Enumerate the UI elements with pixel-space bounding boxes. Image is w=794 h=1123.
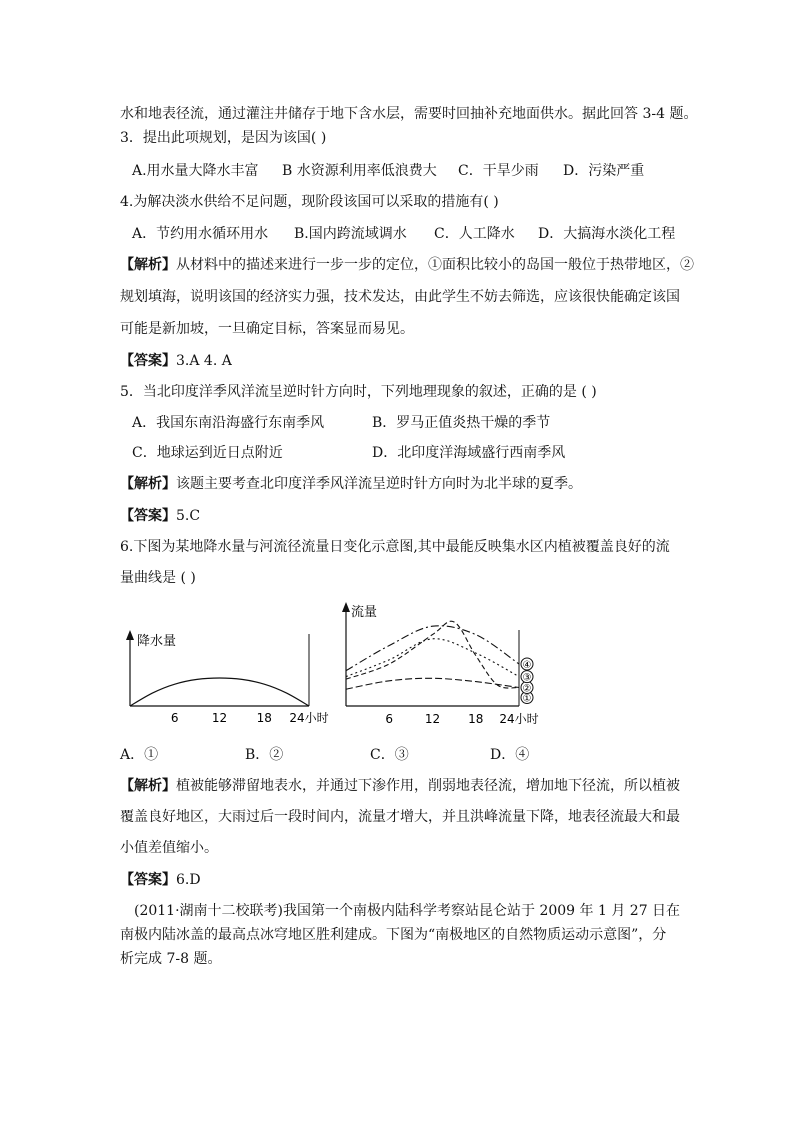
question-4-stem: 4.为解决淡水供给不足问题，现阶段该国可以采取的措施有( ): [120, 194, 499, 210]
answer-text: 5.C: [176, 508, 201, 524]
runoff-series-line: [346, 678, 519, 689]
runoff-chart: [338, 600, 560, 732]
x-tick-label: 6: [170, 711, 179, 725]
x-tick-label: 12: [211, 711, 228, 725]
analysis-tag: 【解析】: [120, 778, 176, 794]
q3-option-c: C．干旱少雨: [458, 163, 539, 179]
question-5-stem: 5．当北印度洋季风洋流呈逆时针方向时，下列地理现象的叙述，正确的是 ( ): [120, 384, 597, 400]
precip-curve: [130, 678, 309, 706]
answer-2: [120, 507, 200, 525]
series-label: ②: [522, 683, 532, 695]
q4-option-c: C．人工降水: [434, 226, 515, 242]
precip-y-arrow: [126, 630, 134, 640]
q5-option-d: D．北印度洋海域盛行西南季风: [372, 445, 566, 461]
analysis-3-line-2: 覆盖良好地区，大雨过后一段时间内，流量才增大，并且洪峰流量下降，地表径流最大和最: [120, 809, 680, 825]
answer-3: [120, 871, 201, 889]
analysis-1-line-2: 规划填海，说明该国的经济实力强，技术发达，由此学生不妨去筛选，应该很快能确定该国: [120, 289, 680, 305]
analysis-text: 该题主要考查北印度洋季风洋流呈逆时针方向时为北半球的夏季。: [176, 476, 582, 492]
analysis-3-line-1: [120, 777, 680, 795]
q6-option-c: C．③: [370, 747, 409, 763]
series-label: ③: [522, 672, 532, 684]
runoff-series-line: [346, 621, 519, 688]
runoff-y-arrow: [342, 602, 350, 612]
q3-option-a: A.用水量大降水丰富: [132, 163, 259, 179]
x-tick-label: 6: [385, 712, 394, 726]
analysis-1-line-3: 可能是新加坡，一旦确定目标，答案显而易见。: [120, 321, 414, 337]
question-7-8-intro-line-2: 南极内陆冰盖的最高点冰穹地区胜利建成。下图为“南极地区的自然物质运动示意图”，分: [120, 927, 667, 943]
question-7-8-intro-line-3: 析完成 7-8 题。: [120, 951, 222, 967]
precipitation-chart: [120, 628, 350, 728]
x-tick-label: 18: [468, 712, 484, 726]
q5-option-a: A．我国东南沿海盛行东南季风: [132, 415, 325, 431]
q5-option-b: B．罗马正值炎热干燥的季节: [372, 415, 551, 431]
answer-tag: 【答案】: [120, 353, 176, 369]
q3-option-b: B 水资源利用率低浪费大: [282, 163, 437, 179]
analysis-3-line-3: 小值差值缩小。: [120, 840, 218, 856]
analysis-tag: 【解析】: [120, 476, 176, 492]
answer-text: 6.D: [176, 872, 201, 888]
analysis-text: 植被能够滞留地表水，并通过下渗作用，削弱地表径流，增加地下径流，所以植被: [176, 778, 680, 794]
q6-option-a: A．①: [120, 747, 159, 763]
q6-option-d: D．④: [490, 747, 530, 763]
q4-option-b: B.国内跨流域调水: [294, 226, 407, 242]
question-3-stem: 3．提出此项规划，是因为该国( ): [120, 130, 327, 146]
q4-option-a: A．节约用水循环用水: [132, 226, 269, 242]
series-label: ①: [522, 693, 532, 705]
runoff-series-line: [346, 626, 519, 671]
q6-option-b: B．②: [245, 747, 284, 763]
analysis-1-line-1: [120, 256, 694, 274]
question-6-stem-line-2: 量曲线是 ( ): [120, 570, 196, 586]
intro-text: 水和地表径流，通过灌注井储存于地下含水层，需要时回抽补充地面供水。据此回答 3-4 题。: [120, 106, 698, 122]
analysis-text: 从材料中的描述来进行一步一步的定位，①面积比较小的岛国一般位于热带地区，②: [176, 257, 694, 273]
answer-text: 3.A 4. A: [176, 353, 232, 369]
x-tick-label: 24小时: [499, 712, 539, 726]
series-label: ④: [522, 660, 532, 671]
runoff-y-label: 流量: [351, 605, 378, 620]
answer-tag: 【答案】: [120, 508, 176, 524]
x-tick-label: 12: [424, 712, 441, 726]
question-7-8-intro-line-1: (2011·湖南十二校联考)我国第一个南极内陆科学考察站昆仑站于 2009 年 1 月 27 日在: [134, 903, 681, 919]
question-6-stem-line-1: 6.下图为某地降水量与河流径流量日变化示意图,其中最能反映集水区内植被覆盖良好的流: [120, 539, 670, 555]
q5-option-c: C．地球运到近日点附近: [132, 445, 283, 461]
x-tick-label: 24小时: [289, 711, 329, 725]
analysis-tag: 【解析】: [120, 257, 176, 273]
answer-1: [120, 352, 232, 370]
analysis-2: [120, 475, 582, 493]
q4-option-d: D．大搞海水淡化工程: [538, 226, 676, 242]
answer-tag: 【答案】: [120, 872, 176, 888]
x-tick-label: 18: [256, 711, 272, 725]
q3-option-d: D．污染严重: [563, 163, 645, 179]
precip-y-label: 降水量: [137, 634, 177, 649]
